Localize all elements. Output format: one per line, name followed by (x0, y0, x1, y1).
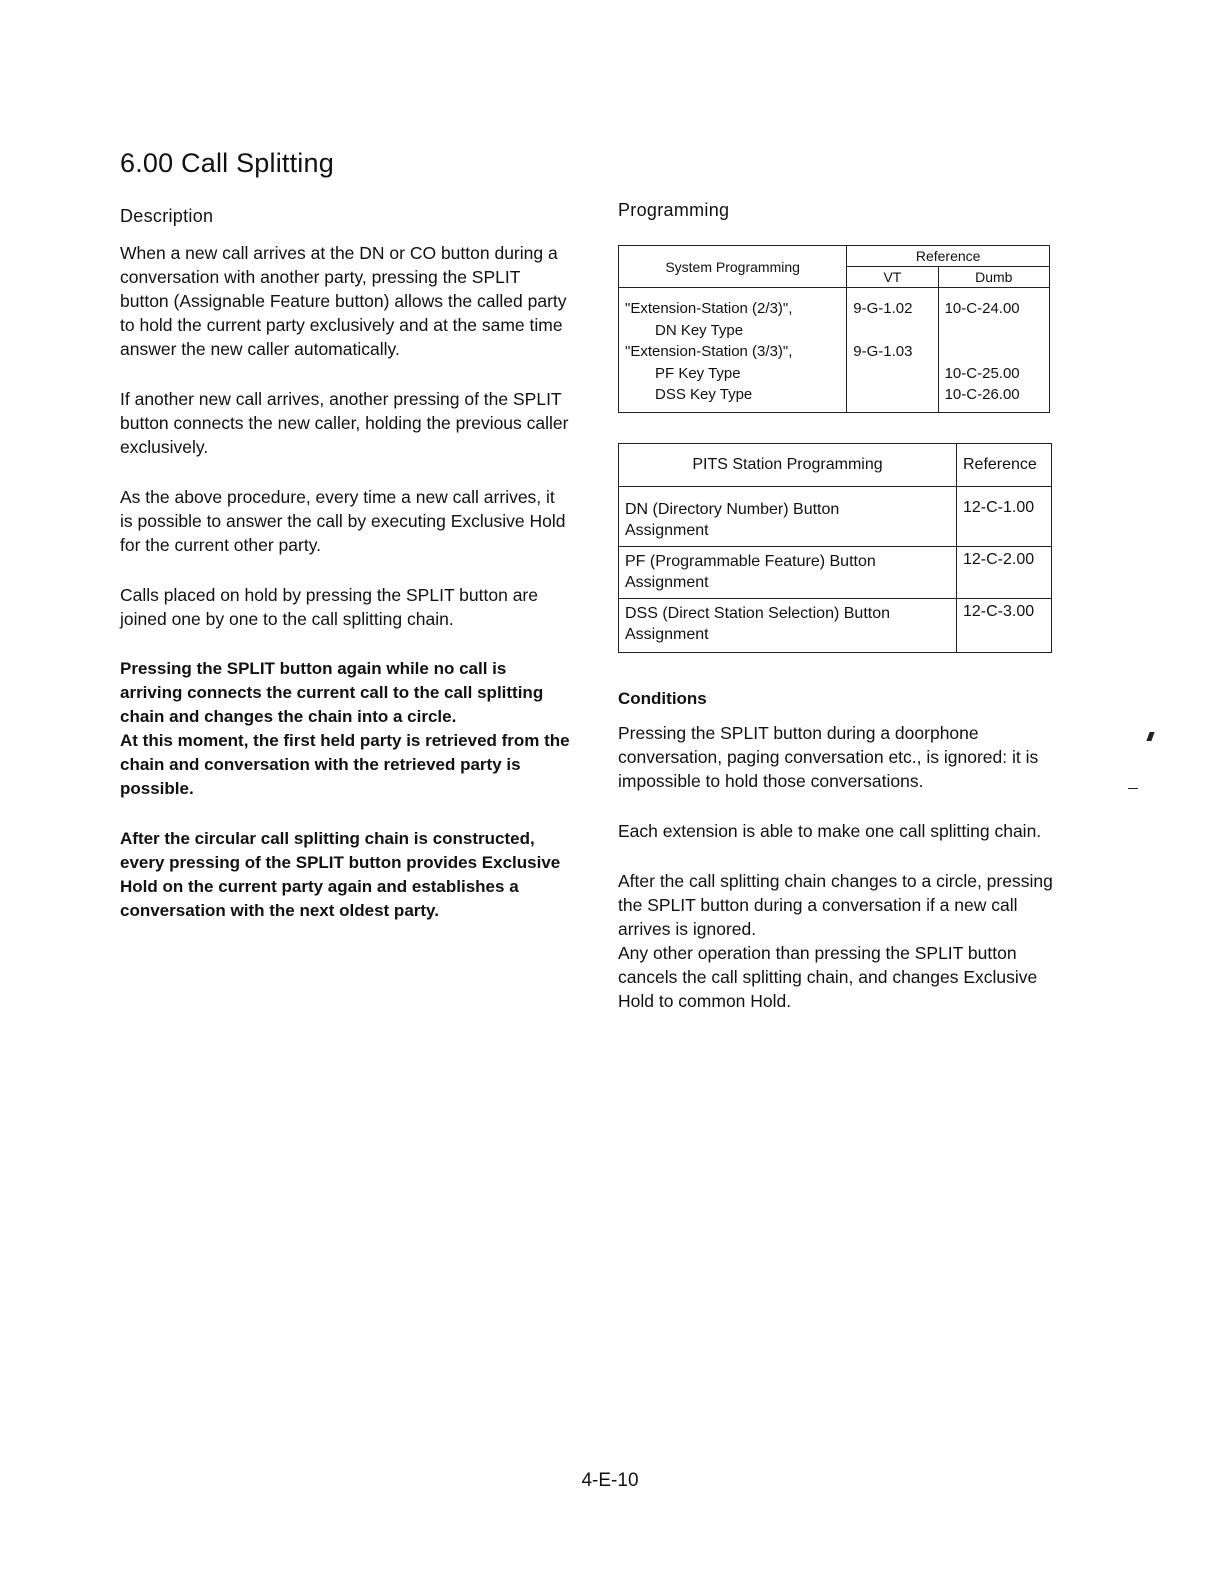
description-paragraph-3: As the above procedure, every time a new call arrives, it is possible to answer the call by executing Exclusive Hold for the current other party. (120, 487, 566, 555)
dumb-ref: 10-C-25.00 (944, 364, 1020, 382)
dumb-refs-cell (938, 288, 1049, 413)
conditions-paragraph-4: Any other operation than pressing the SPLIT button cancels the call splitting chain, and changes Exclusive Hold to common Hold. (618, 942, 1038, 1011)
vt-ref (853, 320, 931, 342)
description-paragraph-7: After the circular call splitting chain is constructed, every pressing of the SPLIT button provides Exclusive Hold on the current party again and establishes a conversation with the next oldest party. (120, 829, 561, 920)
dumb-ref: 10-C-24.00 (944, 300, 1020, 317)
description-section (120, 206, 570, 949)
description-paragraph-2: If another new call arrives, another pressing of the SPLIT button connects the new caller, holding the previous caller exclusively. (120, 389, 569, 457)
program-item: "Extension-Station (2/3)", (625, 300, 793, 317)
pits-programming-table (618, 443, 1052, 653)
pits-row: PF (Programmable Feature) Button Assignment (619, 546, 957, 598)
pits-ref: 12-C-1.00 (957, 486, 1052, 546)
pits-reference-header: Reference (957, 443, 1052, 486)
program-item: DSS Key Type (655, 386, 753, 403)
description-heading: Description (120, 206, 214, 226)
conditions-section (618, 689, 1058, 1013)
reference-header: Reference (847, 246, 1050, 267)
programming-section (618, 200, 1058, 1013)
dumb-ref: 10-C-26.00 (944, 386, 1020, 403)
program-items-cell (619, 288, 847, 413)
system-programming-table (618, 245, 1050, 413)
dumb-header: Dumb (938, 267, 1049, 288)
pits-row: DSS (Direct Station Selection) Button Assignment (619, 598, 957, 652)
scan-speck (1146, 732, 1154, 741)
page-title: 6.00 Call Splitting (120, 148, 334, 178)
pits-ref: 12-C-2.00 (957, 546, 1052, 598)
vt-header: VT (847, 267, 938, 288)
scan-speck (1128, 788, 1138, 789)
description-paragraph-5: Pressing the SPLIT button again while no call is arriving connects the current call to the call splitting chain and changes the chain into a circle. (120, 659, 544, 726)
program-item: "Extension-Station (3/3)", (625, 343, 793, 360)
page-number: 4-E-10 (581, 1470, 639, 1491)
programming-heading: Programming (618, 200, 730, 220)
pits-programming-header: PITS Station Programming (619, 443, 957, 486)
vt-ref: 9-G-1.03 (853, 343, 913, 360)
program-item: DN Key Type (655, 321, 744, 339)
conditions-paragraph-3: After the call splitting chain changes to a circle, pressing the SPLIT button during a conversation if a new call arrives is ignored. (618, 870, 1053, 939)
description-paragraph-4: Calls placed on hold by pressing the SPLIT button are joined one by one to the call splitting chain. (120, 585, 538, 629)
conditions-heading: Conditions (618, 688, 707, 708)
dumb-ref (945, 341, 1043, 363)
program-item: PF Key Type (655, 364, 741, 382)
description-paragraph-6: At this moment, the first held party is retrieved from the chain and conversation with the retrieved party is possible. (120, 731, 570, 798)
pits-ref: 12-C-3.00 (957, 598, 1052, 652)
conditions-paragraph-1: Pressing the SPLIT button during a doorphone conversation, paging conversation etc., is ignored: it is impossible to hold those conversations. (618, 722, 1039, 791)
system-programming-header: System Programming (619, 246, 847, 288)
dumb-ref (945, 320, 1043, 342)
description-paragraph-1: When a new call arrives at the DN or CO button during a conversation with another party, pressing the SPLIT button (Assignable Feature button) allows the called party to hold the current party exclusively and at the same time answer the new caller automatically. (120, 243, 567, 359)
vt-ref: 9-G-1.02 (853, 300, 913, 317)
conditions-paragraph-2: Each extension is able to make one call splitting chain. (618, 820, 1042, 841)
pits-row: DN (Directory Number) Button Assignment (619, 486, 957, 546)
vt-refs-cell (847, 288, 938, 413)
